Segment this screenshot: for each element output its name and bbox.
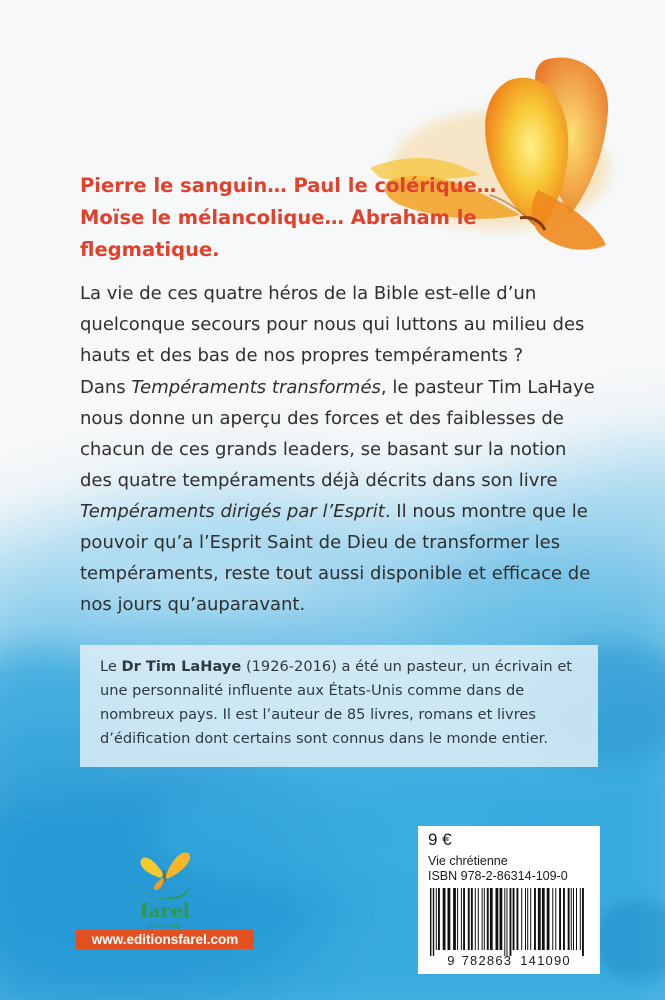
price: 9 € [428,830,452,849]
barcode-bar [563,888,565,950]
price-barcode-box [418,826,600,974]
barcode-bar [461,888,462,950]
hook-line-3: flegmatique. [80,238,220,261]
barcode-bar [457,888,458,950]
barcode-bar [538,888,541,950]
book-title-transformes: Tempéraments transformés [131,377,381,398]
barcode-bar [521,888,522,950]
barcode [426,888,592,956]
bio-text-1: Le [100,658,122,675]
logo-butterfly-left-wing-icon [140,858,163,878]
description-text-2: , le pasteur Tim LaHaye nous donne un aperçu des forces et des faiblesses de chacun de ces grands leaders, se basant sur la notion des quatre tempéraments déjà décrits dans son livre [80,377,595,491]
barcode-bar [436,888,437,950]
barcode-bar [482,888,483,950]
barcode-bar [443,888,446,950]
barcode-bar [496,888,499,950]
barcode-bar [510,888,512,956]
barcode-bar [576,888,577,950]
barcode-bar [453,888,456,950]
barcode-bar [487,888,489,950]
barcode-bar [504,888,505,956]
barcode-bar [534,888,536,950]
barcode-bar [484,888,485,950]
logo-wordmark: farel [140,900,190,922]
barcode-bar [571,888,572,950]
website-link[interactable]: www.editionsfarel.com [76,930,254,949]
barcode-bar [559,888,561,950]
barcode-bar [513,888,515,950]
barcode-bar [525,888,526,950]
barcode-bar [471,888,473,950]
bio-text-2: (1926-2016) a été un pasteur, un écrivain et une personnalité influente aux États-Unis comme dans de nombreux pays. Il est l’auteur de 85 livres, romans et livres d’édification dont certains sont connus dans le monde entier. [100,658,573,747]
barcode-bar [490,888,493,950]
barcode-bar [573,888,574,950]
description-text-3: . Il nous montre que le pouvoir qu’a l’Esprit Saint de Dieu de transformer les tempéraments, reste tout aussi disponible et efficace de nos jours qu’auparavant. [80,501,591,615]
barcode-bar [507,888,508,956]
barcode-bar [438,888,440,950]
barcode-bar [430,888,431,956]
barcode-bar [448,888,451,950]
barcode-bar [517,888,519,950]
barcode-digit-lead: 9 [447,953,456,968]
description-paragraph [80,372,600,620]
barcode-digits-right: 141090 [520,953,571,968]
description-text-1: Dans [80,377,132,398]
barcode-digits-left: 782863 [461,953,513,968]
barcode-bar [568,888,570,950]
farel-logo [133,840,197,932]
barcode-bar [542,888,545,950]
intro-paragraph: La vie de ces quatre héros de la Bible est-elle d’un quelconque secours pour nous qui luttons au milieu des hauts et des bas de nos propres tempéraments ? [80,283,585,366]
book-title-diriges: Tempéraments dirigés par l’Esprit [80,501,385,522]
barcode-bar [527,888,528,950]
category-label: Vie chrétienne [428,854,508,868]
barcode-bar [468,888,470,950]
barcode-bar [433,888,434,956]
logo-butterfly-right-wing-icon [166,852,190,879]
barcode-bar [580,888,581,950]
barcode-bar [555,888,556,950]
barcode-digits [418,953,600,968]
hook-line-2: Moïse le mélancolique… Abraham le [80,206,477,229]
hook-text [80,170,560,266]
barcode-bar [475,888,476,950]
hook-line-1: Pierre le sanguin… Paul le colérique… [80,174,497,197]
barcode-bar [500,888,503,950]
author-name: Dr Tim LaHaye [121,658,242,675]
logo-swoosh-icon [137,884,191,899]
author-bio-text [100,655,590,751]
barcode-bar [478,888,479,950]
barcode-bar [530,888,531,950]
barcode-bar [547,888,550,950]
author-bio-box [80,645,598,767]
isbn-number: ISBN 978-2-86314-109-0 [428,869,568,883]
barcode-bar [463,888,465,950]
barcode-bar [582,888,584,956]
barcode-bar [552,888,553,950]
logo-subtitle: EDITIONS [148,922,182,930]
